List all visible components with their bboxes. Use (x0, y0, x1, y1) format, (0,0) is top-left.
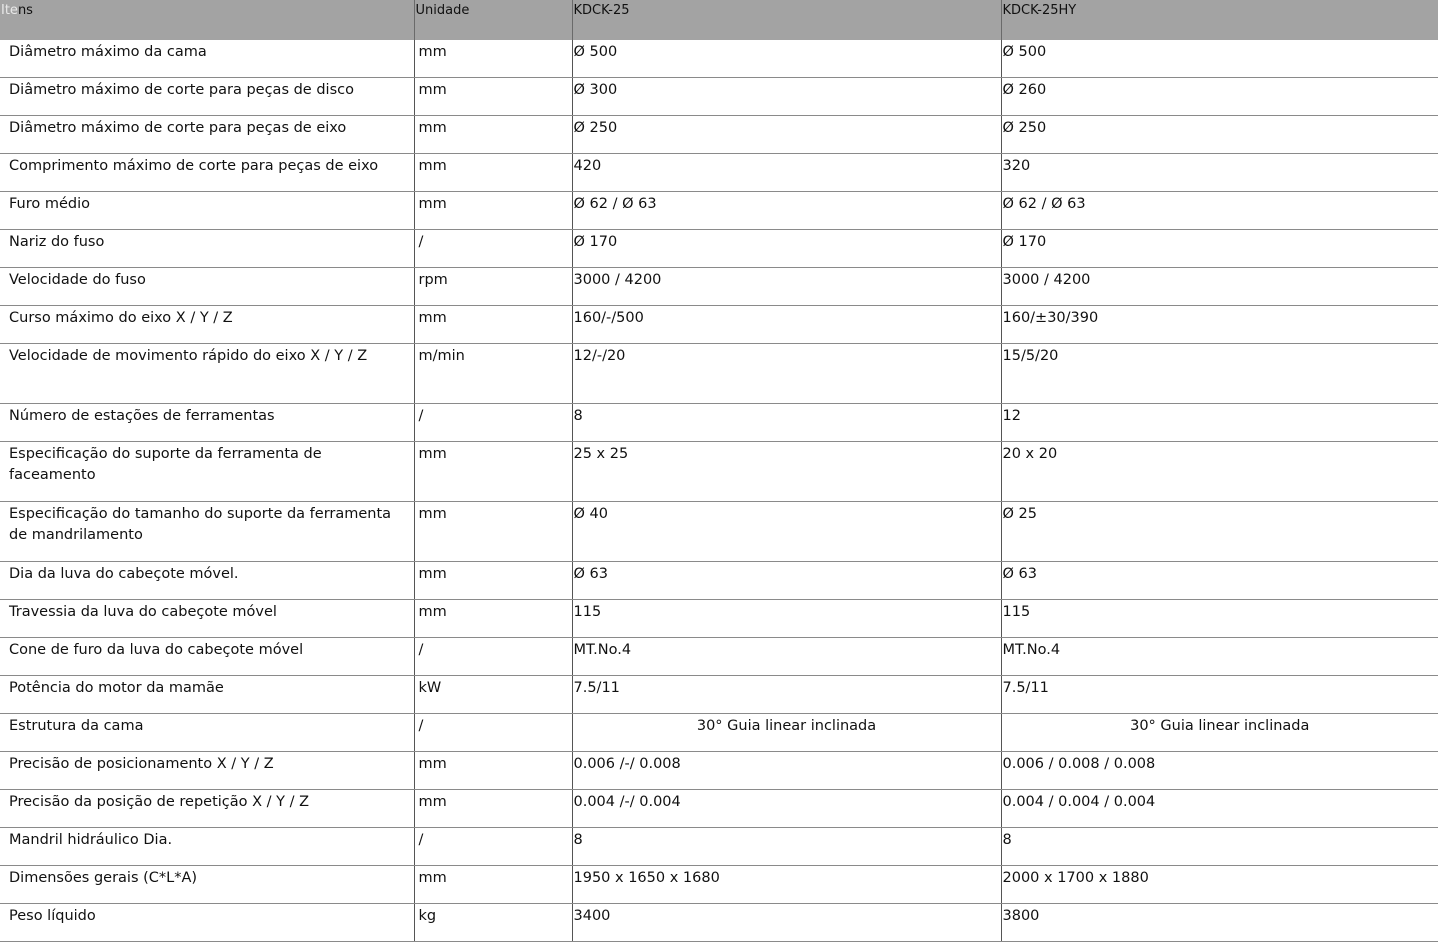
value-a-cell: 160/-/500 (572, 306, 1001, 344)
value-b-cell: Ø 170 (1001, 230, 1438, 268)
item-cell: Curso máximo do eixo X / Y / Z (0, 306, 414, 344)
unit-cell: mm (414, 192, 572, 230)
value-a-cell: 115 (572, 600, 1001, 638)
value-b-cell: Ø 250 (1001, 116, 1438, 154)
value-a-cell: 420 (572, 154, 1001, 192)
item-cell: Furo médio (0, 192, 414, 230)
table-row (0, 600, 1438, 638)
table-row (0, 442, 1438, 502)
unit-cell: mm (414, 442, 572, 502)
value-b-cell: MT.No.4 (1001, 638, 1438, 676)
value-a-cell: 8 (572, 828, 1001, 866)
table-row (0, 638, 1438, 676)
value-b-cell: Ø 62 / Ø 63 (1001, 192, 1438, 230)
unit-cell: mm (414, 116, 572, 154)
table-row (0, 78, 1438, 116)
item-cell: Diâmetro máximo de corte para peças de eixo (0, 116, 414, 154)
header-unit: Unidade (414, 0, 572, 40)
table-row (0, 828, 1438, 866)
item-cell: Número de estações de ferramentas (0, 404, 414, 442)
unit-cell: kW (414, 676, 572, 714)
table-row (0, 790, 1438, 828)
header-items-prefix: Ite (1, 3, 18, 18)
value-a-cell: MT.No.4 (572, 638, 1001, 676)
unit-cell: / (414, 714, 572, 752)
table-row (0, 904, 1438, 942)
value-a-cell: 3400 (572, 904, 1001, 942)
unit-cell: mm (414, 306, 572, 344)
value-a-cell: 0.006 /-/ 0.008 (572, 752, 1001, 790)
value-b-cell: 12 (1001, 404, 1438, 442)
item-cell: Estrutura da cama (0, 714, 414, 752)
value-b-cell: Ø 260 (1001, 78, 1438, 116)
item-cell: Potência do motor da mamãe (0, 676, 414, 714)
value-b-cell: 0.006 / 0.008 / 0.008 (1001, 752, 1438, 790)
unit-cell: mm (414, 562, 572, 600)
header-items (0, 0, 414, 40)
value-a-cell: 12/-/20 (572, 344, 1001, 404)
header-model-a: KDCK-25 (572, 0, 1001, 40)
unit-cell: mm (414, 40, 572, 78)
value-a-cell: Ø 250 (572, 116, 1001, 154)
table-row (0, 404, 1438, 442)
unit-cell: / (414, 404, 572, 442)
value-b-cell: 2000 x 1700 x 1880 (1001, 866, 1438, 904)
item-cell: Precisão de posicionamento X / Y / Z (0, 752, 414, 790)
value-a-cell: 25 x 25 (572, 442, 1001, 502)
value-a-cell: Ø 40 (572, 502, 1001, 562)
value-b-cell: 115 (1001, 600, 1438, 638)
unit-cell: mm (414, 866, 572, 904)
unit-cell: / (414, 230, 572, 268)
unit-cell: mm (414, 600, 572, 638)
value-a-cell: 1950 x 1650 x 1680 (572, 866, 1001, 904)
unit-cell: / (414, 828, 572, 866)
value-b-cell: 8 (1001, 828, 1438, 866)
item-cell: Especificação do suporte da ferramenta de faceamento (0, 442, 414, 502)
item-cell: Velocidade de movimento rápido do eixo X / Y / Z (0, 344, 414, 404)
value-a-cell: 8 (572, 404, 1001, 442)
unit-cell: mm (414, 78, 572, 116)
item-cell: Precisão da posição de repetição X / Y / Z (0, 790, 414, 828)
unit-cell: mm (414, 790, 572, 828)
value-a-cell: Ø 500 (572, 40, 1001, 78)
header-row (0, 0, 1438, 40)
value-b-cell: 15/5/20 (1001, 344, 1438, 404)
item-cell: Especificação do tamanho do suporte da ferramenta de mandrilamento (0, 502, 414, 562)
unit-cell: m/min (414, 344, 572, 404)
item-cell: Travessia da luva do cabeçote móvel (0, 600, 414, 638)
value-b-cell: 320 (1001, 154, 1438, 192)
header-model-b: KDCK-25HY (1001, 0, 1438, 40)
table-row (0, 866, 1438, 904)
header-items-suffix: ns (17, 3, 33, 18)
value-a-cell: 7.5/11 (572, 676, 1001, 714)
value-a-cell: Ø 170 (572, 230, 1001, 268)
value-b-cell: Ø 63 (1001, 562, 1438, 600)
table-row (0, 306, 1438, 344)
unit-cell: mm (414, 154, 572, 192)
value-b-cell: Ø 500 (1001, 40, 1438, 78)
value-b-cell: 0.004 / 0.004 / 0.004 (1001, 790, 1438, 828)
value-b-cell: 3800 (1001, 904, 1438, 942)
value-b-cell: 30° Guia linear inclinada (1001, 714, 1438, 752)
value-a-cell: 3000 / 4200 (572, 268, 1001, 306)
item-cell: Mandril hidráulico Dia. (0, 828, 414, 866)
table-row (0, 154, 1438, 192)
value-a-cell: Ø 63 (572, 562, 1001, 600)
table-row (0, 752, 1438, 790)
table-row (0, 714, 1438, 752)
value-b-cell: 3000 / 4200 (1001, 268, 1438, 306)
table-row (0, 562, 1438, 600)
item-cell: Peso líquido (0, 904, 414, 942)
item-cell: Diâmetro máximo de corte para peças de disco (0, 78, 414, 116)
table-row (0, 676, 1438, 714)
table-row (0, 116, 1438, 154)
table-row (0, 192, 1438, 230)
value-b-cell: 160/±30/390 (1001, 306, 1438, 344)
item-cell: Cone de furo da luva do cabeçote móvel (0, 638, 414, 676)
value-b-cell: 7.5/11 (1001, 676, 1438, 714)
value-a-cell: 0.004 /-/ 0.004 (572, 790, 1001, 828)
value-a-cell: Ø 300 (572, 78, 1001, 116)
table-row (0, 40, 1438, 78)
table-row (0, 502, 1438, 562)
item-cell: Dia da luva do cabeçote móvel. (0, 562, 414, 600)
value-b-cell: 20 x 20 (1001, 442, 1438, 502)
item-cell: Dimensões gerais (C*L*A) (0, 866, 414, 904)
item-cell: Nariz do fuso (0, 230, 414, 268)
unit-cell: mm (414, 752, 572, 790)
item-cell: Diâmetro máximo da cama (0, 40, 414, 78)
value-a-cell: Ø 62 / Ø 63 (572, 192, 1001, 230)
table-row (0, 344, 1438, 404)
unit-cell: kg (414, 904, 572, 942)
table-row (0, 268, 1438, 306)
table-row (0, 230, 1438, 268)
value-b-cell: Ø 25 (1001, 502, 1438, 562)
value-a-cell: 30° Guia linear inclinada (572, 714, 1001, 752)
item-cell: Velocidade do fuso (0, 268, 414, 306)
unit-cell: rpm (414, 268, 572, 306)
unit-cell: / (414, 638, 572, 676)
item-cell: Comprimento máximo de corte para peças de eixo (0, 154, 414, 192)
unit-cell: mm (414, 502, 572, 562)
